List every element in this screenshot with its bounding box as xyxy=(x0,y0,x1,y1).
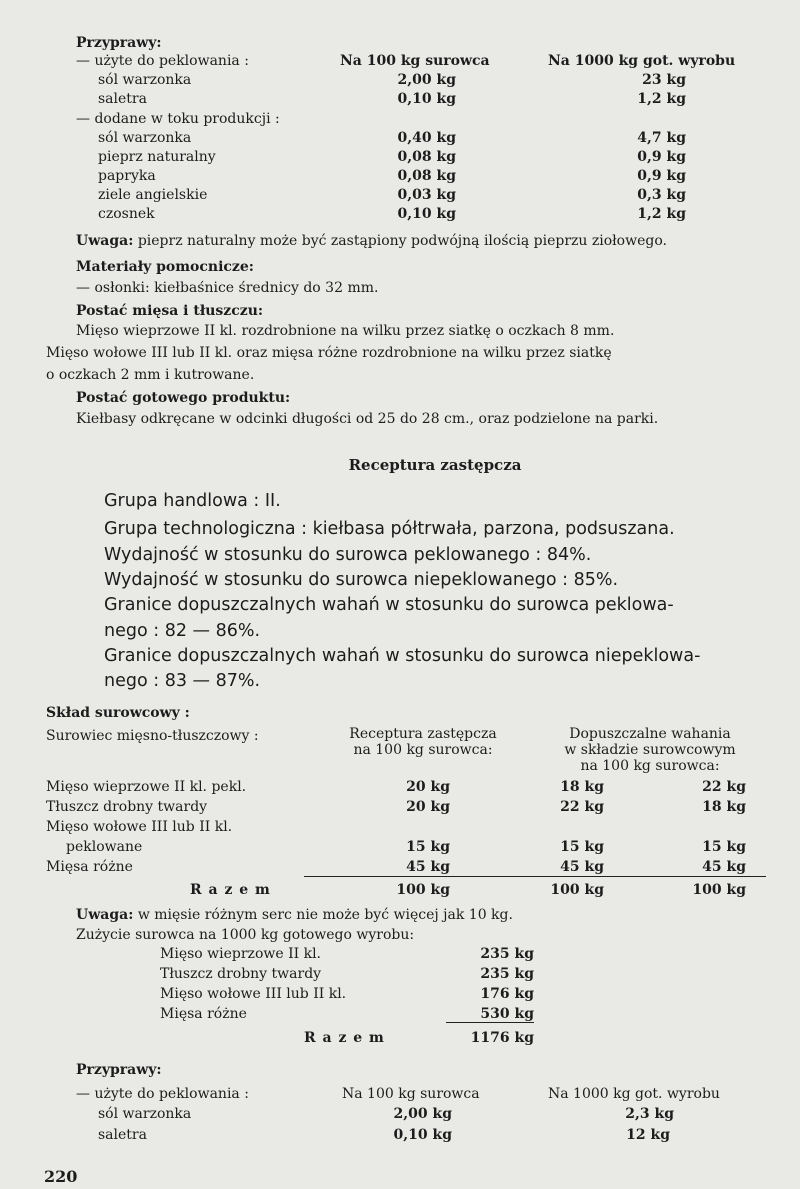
total-cell: 100 kg xyxy=(396,882,450,898)
note-label: Uwaga: xyxy=(76,233,134,249)
spice-v1: 0,10 kg xyxy=(393,1127,452,1143)
spice-name: sól warzonka xyxy=(98,72,192,88)
cured-label: — użyte do peklowania : xyxy=(76,1086,249,1102)
table-row-name: Tłuszcz drobny twardy xyxy=(46,799,208,815)
meat-form-line: Mięso wołowe III lub II kl. oraz mięsa różne rozdrobnione na wilku przez siatkę xyxy=(46,345,612,361)
meat-form-heading: Postać mięsa i tłuszczu: xyxy=(76,303,264,319)
spices-heading: Przyprawy: xyxy=(76,1062,162,1078)
usage-row-name: Mięso wołowe III lub II kl. xyxy=(160,986,347,1002)
table-row-name: Mięsa różne xyxy=(46,859,133,875)
col2-header: Na 1000 kg got. wyrobu xyxy=(548,53,736,69)
table-row-name: Mięso wieprzowe II kl. pekl. xyxy=(46,779,247,795)
table-cell: 18 kg xyxy=(560,779,604,795)
substitute-line: nego : 82 — 86%. xyxy=(104,621,261,641)
spice-name: sól warzonka xyxy=(98,130,192,146)
spice-v1: 2,00 kg xyxy=(393,1106,452,1122)
total-cell: 100 kg xyxy=(550,882,604,898)
table-cell: 45 kg xyxy=(406,859,450,875)
total-rule xyxy=(304,876,766,877)
spice-v1: 0,10 kg xyxy=(397,91,456,107)
spice-v2: 23 kg xyxy=(642,72,686,88)
meat-form-line: o oczkach 2 mm i kutrowane. xyxy=(46,367,255,383)
substitute-line: Grupa handlowa : II. xyxy=(104,491,281,511)
table-row-name: peklowane xyxy=(66,839,143,855)
col1-header: Receptura zastępcza xyxy=(349,726,497,742)
table-row-name: Mięso wołowe III lub II kl. xyxy=(46,819,233,835)
spice-name: sól warzonka xyxy=(98,1106,192,1122)
table-cell: 22 kg xyxy=(560,799,604,815)
table-cell: 15 kg xyxy=(406,839,450,855)
spice-v1: 0,40 kg xyxy=(397,130,456,146)
total-cell: 100 kg xyxy=(692,882,746,898)
note-text: w mięsie różnym serc nie może być więcej jak 10 kg. xyxy=(137,907,513,923)
spice-name: czosnek xyxy=(98,206,155,222)
usage-total-rule xyxy=(446,1022,534,1023)
substitute-line: Granice dopuszczalnych wahań w stosunku do surowca peklowa- xyxy=(104,595,674,615)
substitute-line: Grupa technologiczna : kiełbasa półtrwała, parzona, podsuszana. xyxy=(104,519,675,539)
spice-v1: 0,08 kg xyxy=(397,149,456,165)
spice-name: saletra xyxy=(98,91,147,107)
col0-header: Surowiec mięsno-tłuszczowy : xyxy=(46,728,259,744)
spice-v1: 0,10 kg xyxy=(397,206,456,222)
usage-row-name: Tłuszcz drobny twardy xyxy=(160,966,322,982)
substitute-line: nego : 83 — 87%. xyxy=(104,671,261,691)
composition-heading: Skład surowcowy : xyxy=(46,705,190,721)
spice-name: ziele angielskie xyxy=(98,187,208,203)
spice-v1: 0,03 kg xyxy=(397,187,456,203)
table-cell: 20 kg xyxy=(406,799,450,815)
usage-value: 235 kg xyxy=(480,946,534,962)
col2-header: Na 1000 kg got. wyrobu xyxy=(548,1086,720,1102)
meat-form-line: Mięso wieprzowe II kl. rozdrobnione na wilku przez siatkę o oczkach 8 mm. xyxy=(76,323,615,339)
note-text: pieprz naturalny może być zastąpiony podwójną ilością pieprzu ziołowego. xyxy=(137,233,667,249)
table-cell: 18 kg xyxy=(702,799,746,815)
section-title: Receptura zastępcza xyxy=(348,456,522,474)
product-form-heading: Postać gotowego produktu: xyxy=(76,390,291,406)
usage-row-name: Mięsa różne xyxy=(160,1006,247,1022)
aux-text: — osłonki: kiełbaśnice średnicy do 32 mm. xyxy=(76,280,379,296)
spice-name: papryka xyxy=(98,168,156,184)
spice-v2: 4,7 kg xyxy=(637,130,686,146)
note xyxy=(76,906,513,924)
table-cell: 20 kg xyxy=(406,779,450,795)
spice-v1: 0,08 kg xyxy=(397,168,456,184)
table-cell: 15 kg xyxy=(702,839,746,855)
usage-row-name: Mięso wieprzowe II kl. xyxy=(160,946,322,962)
col2-header: w składzie surowcowym xyxy=(564,742,736,758)
table-cell: 45 kg xyxy=(560,859,604,875)
usage-total-label: R a z e m xyxy=(304,1030,385,1046)
table-cell: 45 kg xyxy=(702,859,746,875)
note-label: Uwaga: xyxy=(76,907,134,923)
col2-header: Dopuszczalne wahania xyxy=(569,726,731,742)
usage-total-value: 1176 kg xyxy=(470,1030,534,1046)
product-form-text: Kiełbasy odkręcane w odcinki długości od 25 do 28 cm., oraz podzielone na parki. xyxy=(76,411,659,427)
total-label: R a z e m xyxy=(190,882,271,898)
cured-label: — użyte do peklowania : xyxy=(76,53,249,69)
table-cell: 22 kg xyxy=(702,779,746,795)
added-label: — dodane w toku produkcji : xyxy=(76,111,280,127)
substitute-line: Granice dopuszczalnych wahań w stosunku do surowca niepeklowa- xyxy=(104,646,701,666)
col1-header: Na 100 kg surowca xyxy=(340,53,490,69)
spice-v2: 0,9 kg xyxy=(637,149,686,165)
usage-value: 530 kg xyxy=(480,1006,534,1022)
note xyxy=(76,232,667,250)
usage-value: 176 kg xyxy=(480,986,534,1002)
spice-v2: 2,3 kg xyxy=(625,1106,674,1122)
spice-name: pieprz naturalny xyxy=(98,149,216,165)
spice-v2: 0,9 kg xyxy=(637,168,686,184)
page-number: 220 xyxy=(44,1167,78,1186)
spice-v2: 0,3 kg xyxy=(637,187,686,203)
usage-heading: Zużycie surowca na 1000 kg gotowego wyrobu: xyxy=(76,927,415,943)
substitute-line: Wydajność w stosunku do surowca peklowanego : 84%. xyxy=(104,545,592,565)
spice-v1: 2,00 kg xyxy=(397,72,456,88)
col1-header: na 100 kg surowca: xyxy=(353,742,493,758)
col2-header: na 100 kg surowca: xyxy=(580,758,720,774)
spice-v2: 12 kg xyxy=(626,1127,670,1143)
spices-heading: Przyprawy: xyxy=(76,35,162,51)
usage-value: 235 kg xyxy=(480,966,534,982)
spice-v2: 1,2 kg xyxy=(637,91,686,107)
aux-heading: Materiały pomocnicze: xyxy=(76,259,254,275)
spice-name: saletra xyxy=(98,1127,147,1143)
col1-header: Na 100 kg surowca xyxy=(342,1086,480,1102)
spice-v2: 1,2 kg xyxy=(637,206,686,222)
table-cell: 15 kg xyxy=(560,839,604,855)
substitute-line: Wydajność w stosunku do surowca niepeklowanego : 85%. xyxy=(104,570,619,590)
